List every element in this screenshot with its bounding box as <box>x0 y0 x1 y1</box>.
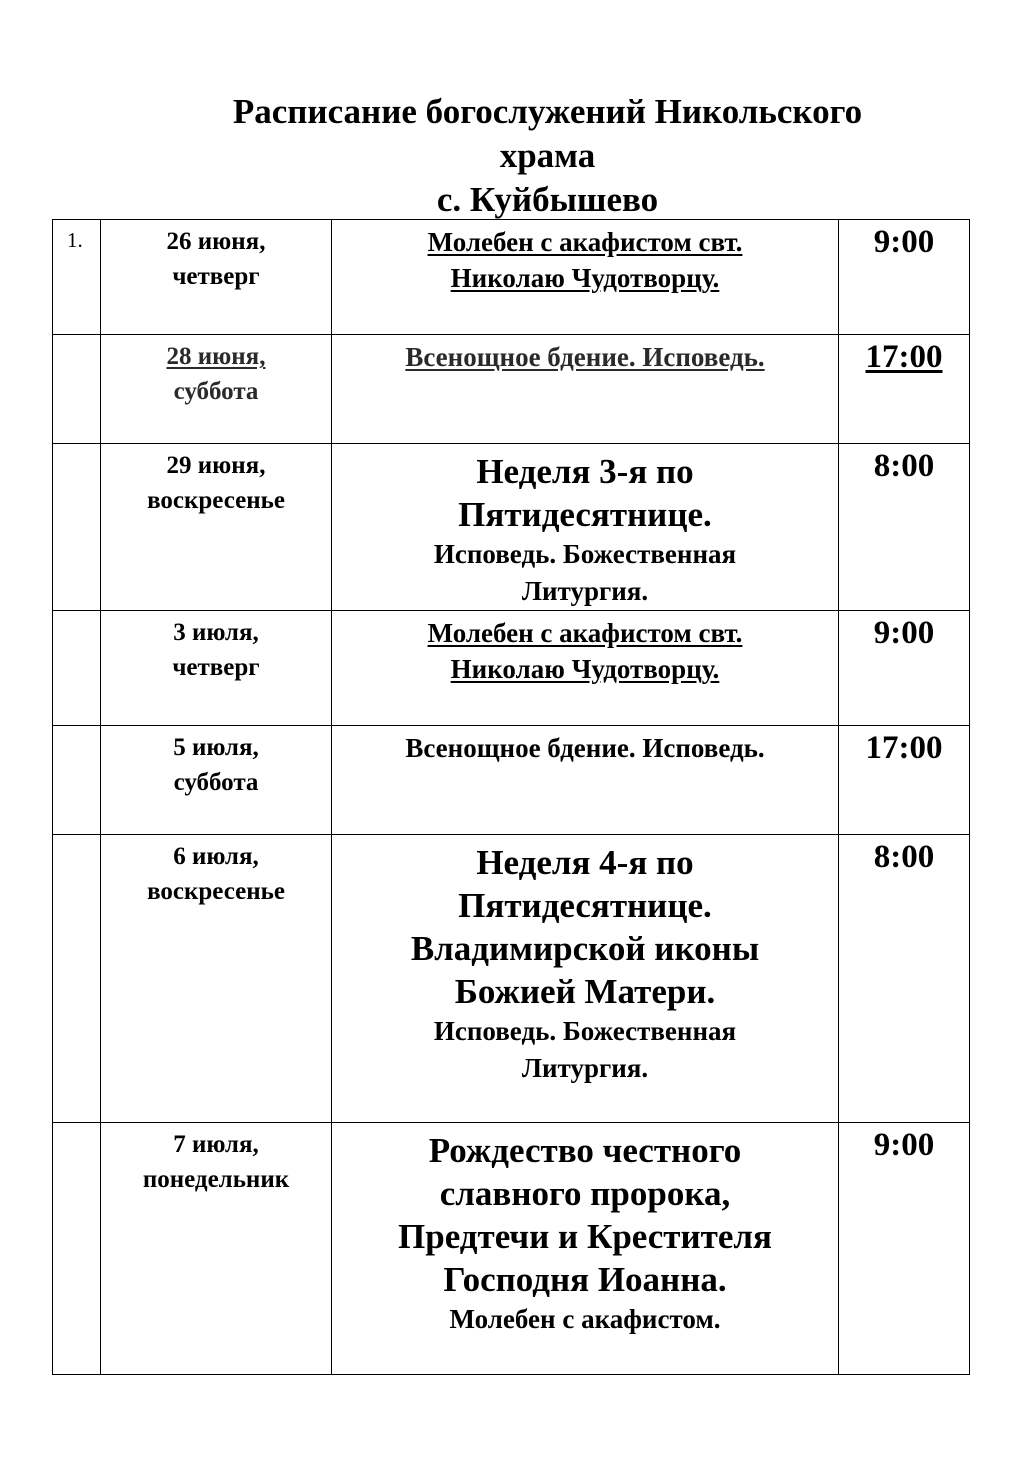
table-row <box>53 726 970 835</box>
time-cell: 8:00 <box>839 444 970 611</box>
feast-line: Предтечи и Крестителя <box>398 1217 772 1256</box>
service-cell <box>332 220 839 335</box>
row-number <box>53 611 101 726</box>
service-line: Молебен с акафистом свт. <box>427 618 743 648</box>
date-text: 3 июля, <box>173 619 259 646</box>
date-text: 28 июня, <box>166 343 266 370</box>
title-line-2: храма <box>499 136 596 175</box>
service-line: Литургия. <box>521 1053 649 1083</box>
weekday-text: суббота <box>173 378 259 405</box>
date-cell <box>101 335 332 444</box>
weekday-text: суббота <box>173 769 259 796</box>
service-line: Исповедь. Божественная <box>433 1016 737 1046</box>
time-text: 17:00 <box>865 339 943 375</box>
time-cell: 8:00 <box>839 835 970 1123</box>
row-number <box>53 335 101 444</box>
service-line: Николаю Чудотворцу. <box>450 263 720 293</box>
row-number <box>53 726 101 835</box>
schedule-table <box>52 219 970 1375</box>
date-text: 29 июня, <box>166 452 266 479</box>
title-line-1: Расписание богослужений Никольского <box>232 92 863 131</box>
feast-line: Неделя 4-я по <box>476 843 694 882</box>
time-cell: 9:00 <box>839 1123 970 1375</box>
row-number <box>53 835 101 1123</box>
date-cell <box>101 835 332 1123</box>
date-cell <box>101 220 332 335</box>
date-cell <box>101 726 332 835</box>
feast-line: Господня Иоанна. <box>443 1260 727 1299</box>
date-text: 5 июля, <box>173 734 259 761</box>
feast-line: славного пророка, <box>439 1174 731 1213</box>
weekday-text: четверг <box>172 654 260 681</box>
feast-line: Божией Матери. <box>454 972 716 1011</box>
weekday-text: четверг <box>172 263 260 290</box>
feast-line: Неделя 3-я по <box>476 452 694 491</box>
service-cell <box>332 611 839 726</box>
date-cell <box>101 1123 332 1375</box>
row-number <box>53 1123 101 1375</box>
service-line: Всенощное бдение. Исповедь. <box>405 342 765 372</box>
row-number: 1. <box>53 220 101 335</box>
service-cell <box>332 726 839 835</box>
service-cell <box>332 1123 839 1375</box>
row-number <box>53 444 101 611</box>
date-text: 7 июля, <box>173 1131 259 1158</box>
service-cell <box>332 835 839 1123</box>
weekday-text: понедельник <box>142 1166 290 1193</box>
service-line: Всенощное бдение. Исповедь. <box>405 733 765 763</box>
date-cell <box>101 444 332 611</box>
title-line-3: с. Куйбышево <box>436 180 659 219</box>
table-row <box>53 611 970 726</box>
date-text: 26 июня, <box>166 228 266 255</box>
weekday-text: воскресенье <box>147 878 285 905</box>
weekday-text: воскресенье <box>147 487 285 514</box>
time-cell <box>839 335 970 444</box>
time-cell: 17:00 <box>839 726 970 835</box>
service-cell <box>332 444 839 611</box>
table-row <box>53 1123 970 1375</box>
service-line: Исповедь. Божественная <box>433 539 737 569</box>
table-row <box>53 444 970 611</box>
time-cell: 9:00 <box>839 611 970 726</box>
date-cell <box>101 611 332 726</box>
service-line: Николаю Чудотворцу. <box>450 654 720 684</box>
feast-line: Рождество честного <box>428 1131 742 1170</box>
service-cell <box>332 335 839 444</box>
table-row <box>53 220 970 335</box>
time-cell: 9:00 <box>839 220 970 335</box>
feast-line: Пятидесятнице. <box>458 886 712 925</box>
table-row <box>53 835 970 1123</box>
date-text: 6 июля, <box>173 843 259 870</box>
feast-line: Пятидесятнице. <box>458 495 712 534</box>
service-line: Молебен с акафистом свт. <box>427 227 743 257</box>
service-line: Молебен с акафистом. <box>449 1304 721 1334</box>
feast-line: Владимирской иконы <box>410 929 760 968</box>
page-title <box>150 90 945 222</box>
table-row <box>53 335 970 444</box>
service-line: Литургия. <box>521 576 649 606</box>
